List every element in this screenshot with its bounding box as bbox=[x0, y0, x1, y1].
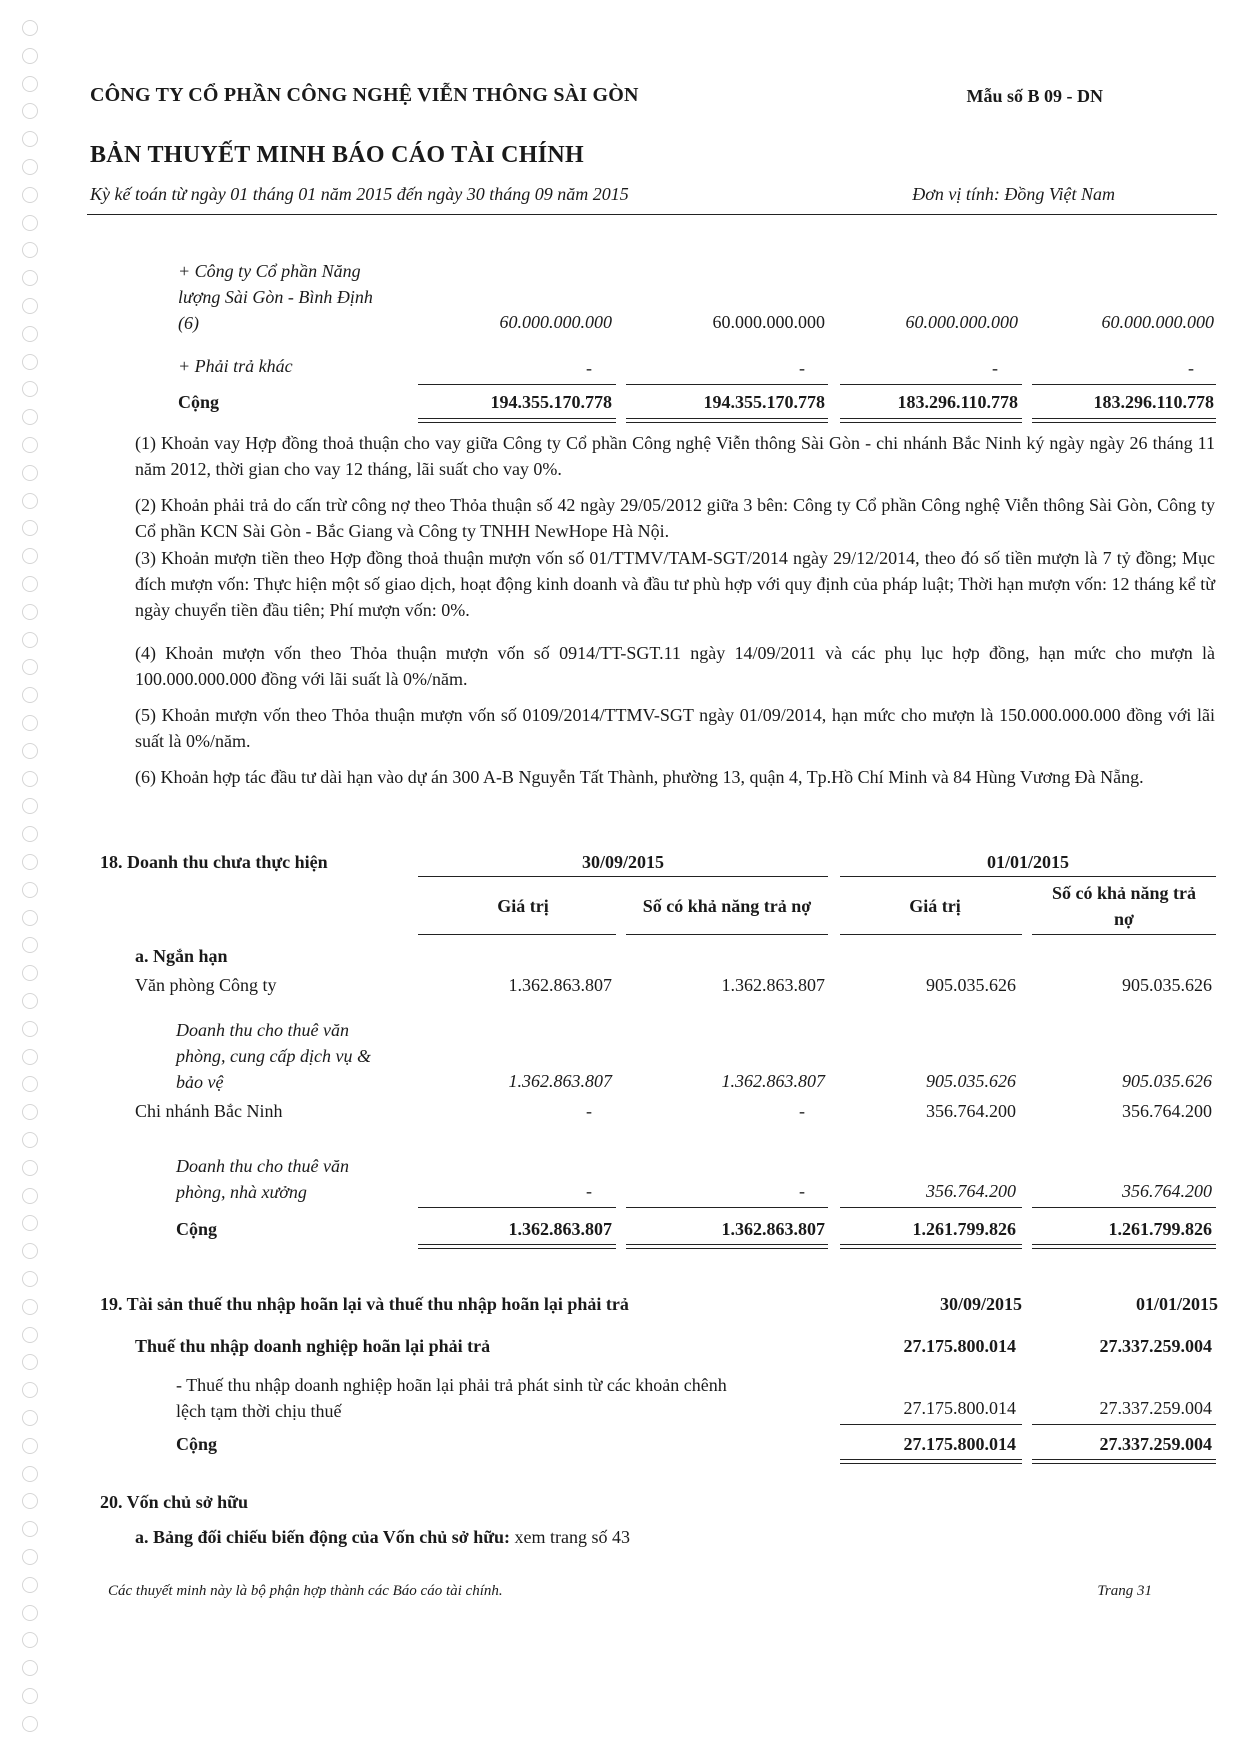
binder-hole bbox=[22, 1327, 38, 1343]
row-label-phai-tra-khac: + Phải trả khác bbox=[178, 356, 293, 376]
subtotal-line bbox=[840, 384, 1022, 385]
binder-hole bbox=[22, 771, 38, 787]
binder-hole bbox=[22, 354, 38, 370]
binder-hole bbox=[22, 1632, 38, 1648]
total-double-line bbox=[626, 1244, 828, 1249]
table-cell: 60.000.000.000 bbox=[905, 312, 1018, 332]
subtotal-line bbox=[418, 384, 616, 385]
binder-hole bbox=[22, 1577, 38, 1593]
row-label: Văn phòng Công ty bbox=[135, 975, 277, 995]
total-cell: 1.261.799.826 bbox=[1108, 1219, 1212, 1239]
column-header-value: Giá trị bbox=[497, 896, 549, 916]
binder-hole bbox=[22, 937, 38, 953]
section-20-title: 20. Vốn chủ sở hữu bbox=[100, 1492, 248, 1512]
binder-hole bbox=[22, 520, 38, 536]
total-cell: 183.296.110.778 bbox=[897, 392, 1018, 412]
equity-reconciliation-label: a. Bảng đối chiếu biến động của Vốn chủ sở hữu: bbox=[135, 1527, 511, 1547]
section-19-title: 19. Tài sản thuế thu nhập hoãn lại và thuế thu nhập hoãn lại phải trả bbox=[100, 1294, 629, 1314]
binder-hole bbox=[22, 326, 38, 342]
table-cell: 27.337.259.004 bbox=[1099, 1398, 1212, 1418]
total-double-line bbox=[1032, 418, 1216, 423]
section-18-title: 18. Doanh thu chưa thực hiện bbox=[100, 852, 328, 872]
binder-hole bbox=[22, 1049, 38, 1065]
reporting-period: Kỳ kế toán từ ngày 01 tháng 01 năm 2015 đến ngày 30 tháng 09 năm 2015 bbox=[90, 184, 629, 204]
table-cell: - bbox=[1188, 358, 1194, 378]
binder-hole bbox=[22, 993, 38, 1009]
table-cell: 1.362.863.807 bbox=[721, 975, 825, 995]
table-cell: 27.175.800.014 bbox=[903, 1336, 1016, 1356]
table-cell: 356.764.200 bbox=[926, 1181, 1016, 1201]
binder-hole bbox=[22, 854, 38, 870]
binder-hole bbox=[22, 20, 38, 36]
table-cell: 27.337.259.004 bbox=[1099, 1336, 1212, 1356]
binder-hole bbox=[22, 965, 38, 981]
table-cell: - bbox=[586, 358, 592, 378]
total-cell: 27.175.800.014 bbox=[903, 1434, 1016, 1454]
binder-hole bbox=[22, 1021, 38, 1037]
binder-hole bbox=[22, 1299, 38, 1315]
binder-hole bbox=[22, 1271, 38, 1287]
binder-hole bbox=[22, 687, 38, 703]
binder-hole bbox=[22, 659, 38, 675]
note-3: (3) Khoản mượn tiền theo Hợp đồng thoả thuận mượn vốn số 01/TTMV/TAM-SGT/2014 ngày 29/12/2014, theo đó số tiền mượn là 7 tỷ đồng; Mục đích mượn vốn: Thực hiện một số giao dịch, hoạt động kinh doanh và đầu tư phù hợp với quy định của pháp luật; Thời hạn mượn vốn: 12 tháng kể từ ngày chuyển tiền đầu tiên; Phí mượn vốn: 0%. bbox=[135, 548, 1215, 620]
binder-hole bbox=[22, 437, 38, 453]
subtotal-line bbox=[840, 1424, 1022, 1425]
company-name: CÔNG TY CỔ PHẦN CÔNG NGHỆ VIỄN THÔNG SÀI GÒN bbox=[90, 84, 639, 106]
binder-hole bbox=[22, 270, 38, 286]
subtotal-line bbox=[840, 1207, 1022, 1208]
total-cell: 194.355.170.778 bbox=[490, 392, 612, 412]
total-double-line bbox=[840, 418, 1022, 423]
binder-hole bbox=[22, 1215, 38, 1231]
total-double-line bbox=[840, 1244, 1022, 1249]
total-label: Cộng bbox=[176, 1219, 218, 1239]
binder-hole bbox=[22, 576, 38, 592]
column-header-value: Giá trị bbox=[909, 896, 961, 916]
binder-hole bbox=[22, 1188, 38, 1204]
binder-holes bbox=[18, 20, 42, 1740]
header-bottom-line bbox=[840, 934, 1022, 935]
table-cell: - bbox=[799, 1101, 805, 1121]
table-cell: 27.175.800.014 bbox=[903, 1398, 1016, 1418]
column-date-2: 01/01/2015 bbox=[986, 852, 1069, 872]
subtotal-line bbox=[626, 384, 828, 385]
column-date-2: 01/01/2015 bbox=[1135, 1294, 1218, 1314]
binder-hole bbox=[22, 159, 38, 175]
header-line-text: nợ bbox=[1114, 909, 1134, 929]
table-cell: 1.362.863.807 bbox=[508, 975, 612, 995]
table-cell: 356.764.200 bbox=[926, 1101, 1016, 1121]
equity-reconciliation-line bbox=[135, 1527, 630, 1548]
binder-hole bbox=[22, 1160, 38, 1176]
binder-hole bbox=[22, 298, 38, 314]
table-cell: 356.764.200 bbox=[1122, 1181, 1212, 1201]
binder-hole bbox=[22, 1493, 38, 1509]
row-label-line: phòng, cung cấp dịch vụ & bbox=[176, 1046, 371, 1066]
table-cell: 905.035.626 bbox=[1122, 1071, 1212, 1091]
binder-hole bbox=[22, 409, 38, 425]
row-label-line: lệch tạm thời chịu thuế bbox=[176, 1401, 342, 1421]
binder-hole bbox=[22, 381, 38, 397]
table-cell: 1.362.863.807 bbox=[721, 1071, 825, 1091]
binder-hole bbox=[22, 1243, 38, 1259]
table-cell: - bbox=[586, 1181, 592, 1201]
binder-hole bbox=[22, 242, 38, 258]
row-label-line: Doanh thu cho thuê văn bbox=[176, 1020, 349, 1040]
binder-hole bbox=[22, 76, 38, 92]
binder-hole bbox=[22, 1521, 38, 1537]
binder-hole bbox=[22, 743, 38, 759]
subtotal-line bbox=[1032, 384, 1216, 385]
header-bottom-line bbox=[418, 934, 616, 935]
binder-hole bbox=[22, 131, 38, 147]
column-header-payable bbox=[1032, 880, 1216, 932]
row-label-line: + Công ty Cổ phần Năng bbox=[178, 261, 361, 281]
currency-unit: Đơn vị tính: Đồng Việt Nam bbox=[912, 184, 1115, 204]
note-4: (4) Khoản mượn vốn theo Thỏa thuận mượn vốn số 0914/TT-SGT.11 ngày 14/09/2011 và các phụ lục hợp đồng, hạn mức cho mượn là 100.000.000.000 đồng với lãi suất là 0%/năm. bbox=[135, 643, 1215, 689]
binder-hole bbox=[22, 1688, 38, 1704]
column-date-1: 30/09/2015 bbox=[581, 852, 664, 872]
total-cell: 1.261.799.826 bbox=[912, 1219, 1016, 1239]
total-double-line bbox=[1032, 1459, 1216, 1464]
row-label-italic bbox=[176, 1017, 371, 1095]
row-label-line: lượng Sài Gòn - Bình Định bbox=[178, 287, 373, 307]
binder-hole bbox=[22, 48, 38, 64]
note-5: (5) Khoản mượn vốn theo Thỏa thuận mượn vốn số 0109/2014/TTMV-SGT ngày 01/09/2014, hạn mức cho mượn là 150.000.000.000 đồng với lãi suất là 0%/năm. bbox=[135, 705, 1215, 751]
table-cell: 905.035.626 bbox=[926, 975, 1016, 995]
row-label: Chi nhánh Bắc Ninh bbox=[135, 1101, 283, 1121]
note-2: (2) Khoản phải trả do cấn trừ công nợ theo Thỏa thuận số 42 ngày 29/05/2012 giữa 3 bên: Công ty Cổ phần Công nghệ Viễn thông Sài Gòn, Công ty Cổ phần KCN Sài Gòn - Bắc Giang và Công ty TNHH NewHope Hà Nội. bbox=[135, 495, 1215, 541]
binder-hole bbox=[22, 715, 38, 731]
binder-hole bbox=[22, 632, 38, 648]
subtotal-line bbox=[418, 1207, 616, 1208]
column-header-payable: Số có khả năng trả nợ bbox=[642, 896, 812, 916]
binder-hole bbox=[22, 548, 38, 564]
total-double-line bbox=[840, 1459, 1022, 1464]
total-double-line bbox=[418, 1244, 616, 1249]
row-label-line: (6) bbox=[178, 313, 199, 333]
table-cell: - bbox=[992, 358, 998, 378]
table-cell: 60.000.000.000 bbox=[712, 312, 825, 332]
total-double-line bbox=[418, 418, 616, 423]
row-label-line: - Thuế thu nhập doanh nghiệp hoãn lại phải trả phát sinh từ các khoản chênh bbox=[176, 1375, 727, 1395]
table-cell: 356.764.200 bbox=[1122, 1101, 1212, 1121]
header-line-text: Số có khả năng trả bbox=[1051, 883, 1197, 903]
binder-hole bbox=[22, 1410, 38, 1426]
binder-hole bbox=[22, 882, 38, 898]
binder-hole bbox=[22, 798, 38, 814]
binder-hole bbox=[22, 604, 38, 620]
total-label: Cộng bbox=[178, 392, 220, 412]
table-cell: - bbox=[586, 1101, 592, 1121]
header-rule bbox=[87, 214, 1217, 215]
row-label-line: phòng, nhà xưởng bbox=[176, 1182, 307, 1202]
table-cell: - bbox=[799, 1181, 805, 1201]
note-1: (1) Khoản vay Hợp đồng thoả thuận cho vay giữa Công ty Cổ phần Công nghệ Viễn thông Sài Gòn - chi nhánh Bắc Ninh ký ngày ngày 26 tháng 11 năm 2012, thời gian cho vay 12 tháng, lãi suất cho vay 0%. bbox=[135, 433, 1215, 479]
binder-hole bbox=[22, 1132, 38, 1148]
header-line bbox=[840, 876, 1216, 877]
header-bottom-line bbox=[626, 934, 828, 935]
row-label-italic bbox=[176, 1153, 349, 1205]
form-number: Mẫu số B 09 - DN bbox=[966, 86, 1103, 106]
binder-hole bbox=[22, 1438, 38, 1454]
binder-hole bbox=[22, 1660, 38, 1676]
document-title: BẢN THUYẾT MINH BÁO CÁO TÀI CHÍNH bbox=[90, 142, 584, 168]
page-number: Trang 31 bbox=[1097, 1583, 1152, 1599]
binder-hole bbox=[22, 1382, 38, 1398]
row-label-bold: Thuế thu nhập doanh nghiệp hoãn lại phải trả bbox=[135, 1336, 491, 1356]
binder-hole bbox=[22, 910, 38, 926]
table-cell: 905.035.626 bbox=[1122, 975, 1212, 995]
subtotal-line bbox=[1032, 1424, 1216, 1425]
binder-hole bbox=[22, 1549, 38, 1565]
table-cell: - bbox=[799, 358, 805, 378]
binder-hole bbox=[22, 465, 38, 481]
total-cell: 183.296.110.778 bbox=[1093, 392, 1214, 412]
subtotal-line bbox=[1032, 1207, 1216, 1208]
row-label-nang-luong bbox=[178, 258, 373, 336]
table-cell: 60.000.000.000 bbox=[1101, 312, 1214, 332]
binder-hole bbox=[22, 1104, 38, 1120]
row-label-line: Doanh thu cho thuê văn bbox=[176, 1156, 349, 1176]
total-label: Cộng bbox=[176, 1434, 218, 1454]
column-date-1: 30/09/2015 bbox=[939, 1294, 1022, 1314]
binder-hole bbox=[22, 826, 38, 842]
binder-hole bbox=[22, 187, 38, 203]
table-cell: 60.000.000.000 bbox=[499, 312, 612, 332]
binder-hole bbox=[22, 1605, 38, 1621]
subtotal-line bbox=[626, 1207, 828, 1208]
table-cell: 1.362.863.807 bbox=[508, 1071, 612, 1091]
header-line bbox=[418, 876, 828, 877]
footer-note: Các thuyết minh này là bộ phận hợp thành các Báo cáo tài chính. bbox=[108, 1583, 503, 1599]
row-label-line: bảo vệ bbox=[176, 1072, 224, 1092]
total-cell: 27.337.259.004 bbox=[1099, 1434, 1212, 1454]
binder-hole bbox=[22, 103, 38, 119]
total-double-line bbox=[626, 418, 828, 423]
binder-hole bbox=[22, 215, 38, 231]
row-label bbox=[176, 1372, 727, 1424]
binder-hole bbox=[22, 493, 38, 509]
note-6: (6) Khoản hợp tác đầu tư dài hạn vào dự án 300 A-B Nguyễn Tất Thành, phường 13, quận 4, Tp.Hồ Chí Minh và 84 Hùng Vương Đà Nẵng. bbox=[135, 767, 1144, 787]
total-cell: 1.362.863.807 bbox=[508, 1219, 612, 1239]
table-cell: 905.035.626 bbox=[926, 1071, 1016, 1091]
total-cell: 194.355.170.778 bbox=[703, 392, 825, 412]
total-cell: 1.362.863.807 bbox=[721, 1219, 825, 1239]
binder-hole bbox=[22, 1076, 38, 1092]
header-bottom-line bbox=[1032, 934, 1216, 935]
binder-hole bbox=[22, 1716, 38, 1732]
binder-hole bbox=[22, 1354, 38, 1370]
subsection-short-term: a. Ngắn hạn bbox=[135, 946, 228, 966]
total-double-line bbox=[1032, 1244, 1216, 1249]
binder-hole bbox=[22, 1466, 38, 1482]
equity-reconciliation-ref: xem trang số 43 bbox=[510, 1527, 631, 1547]
